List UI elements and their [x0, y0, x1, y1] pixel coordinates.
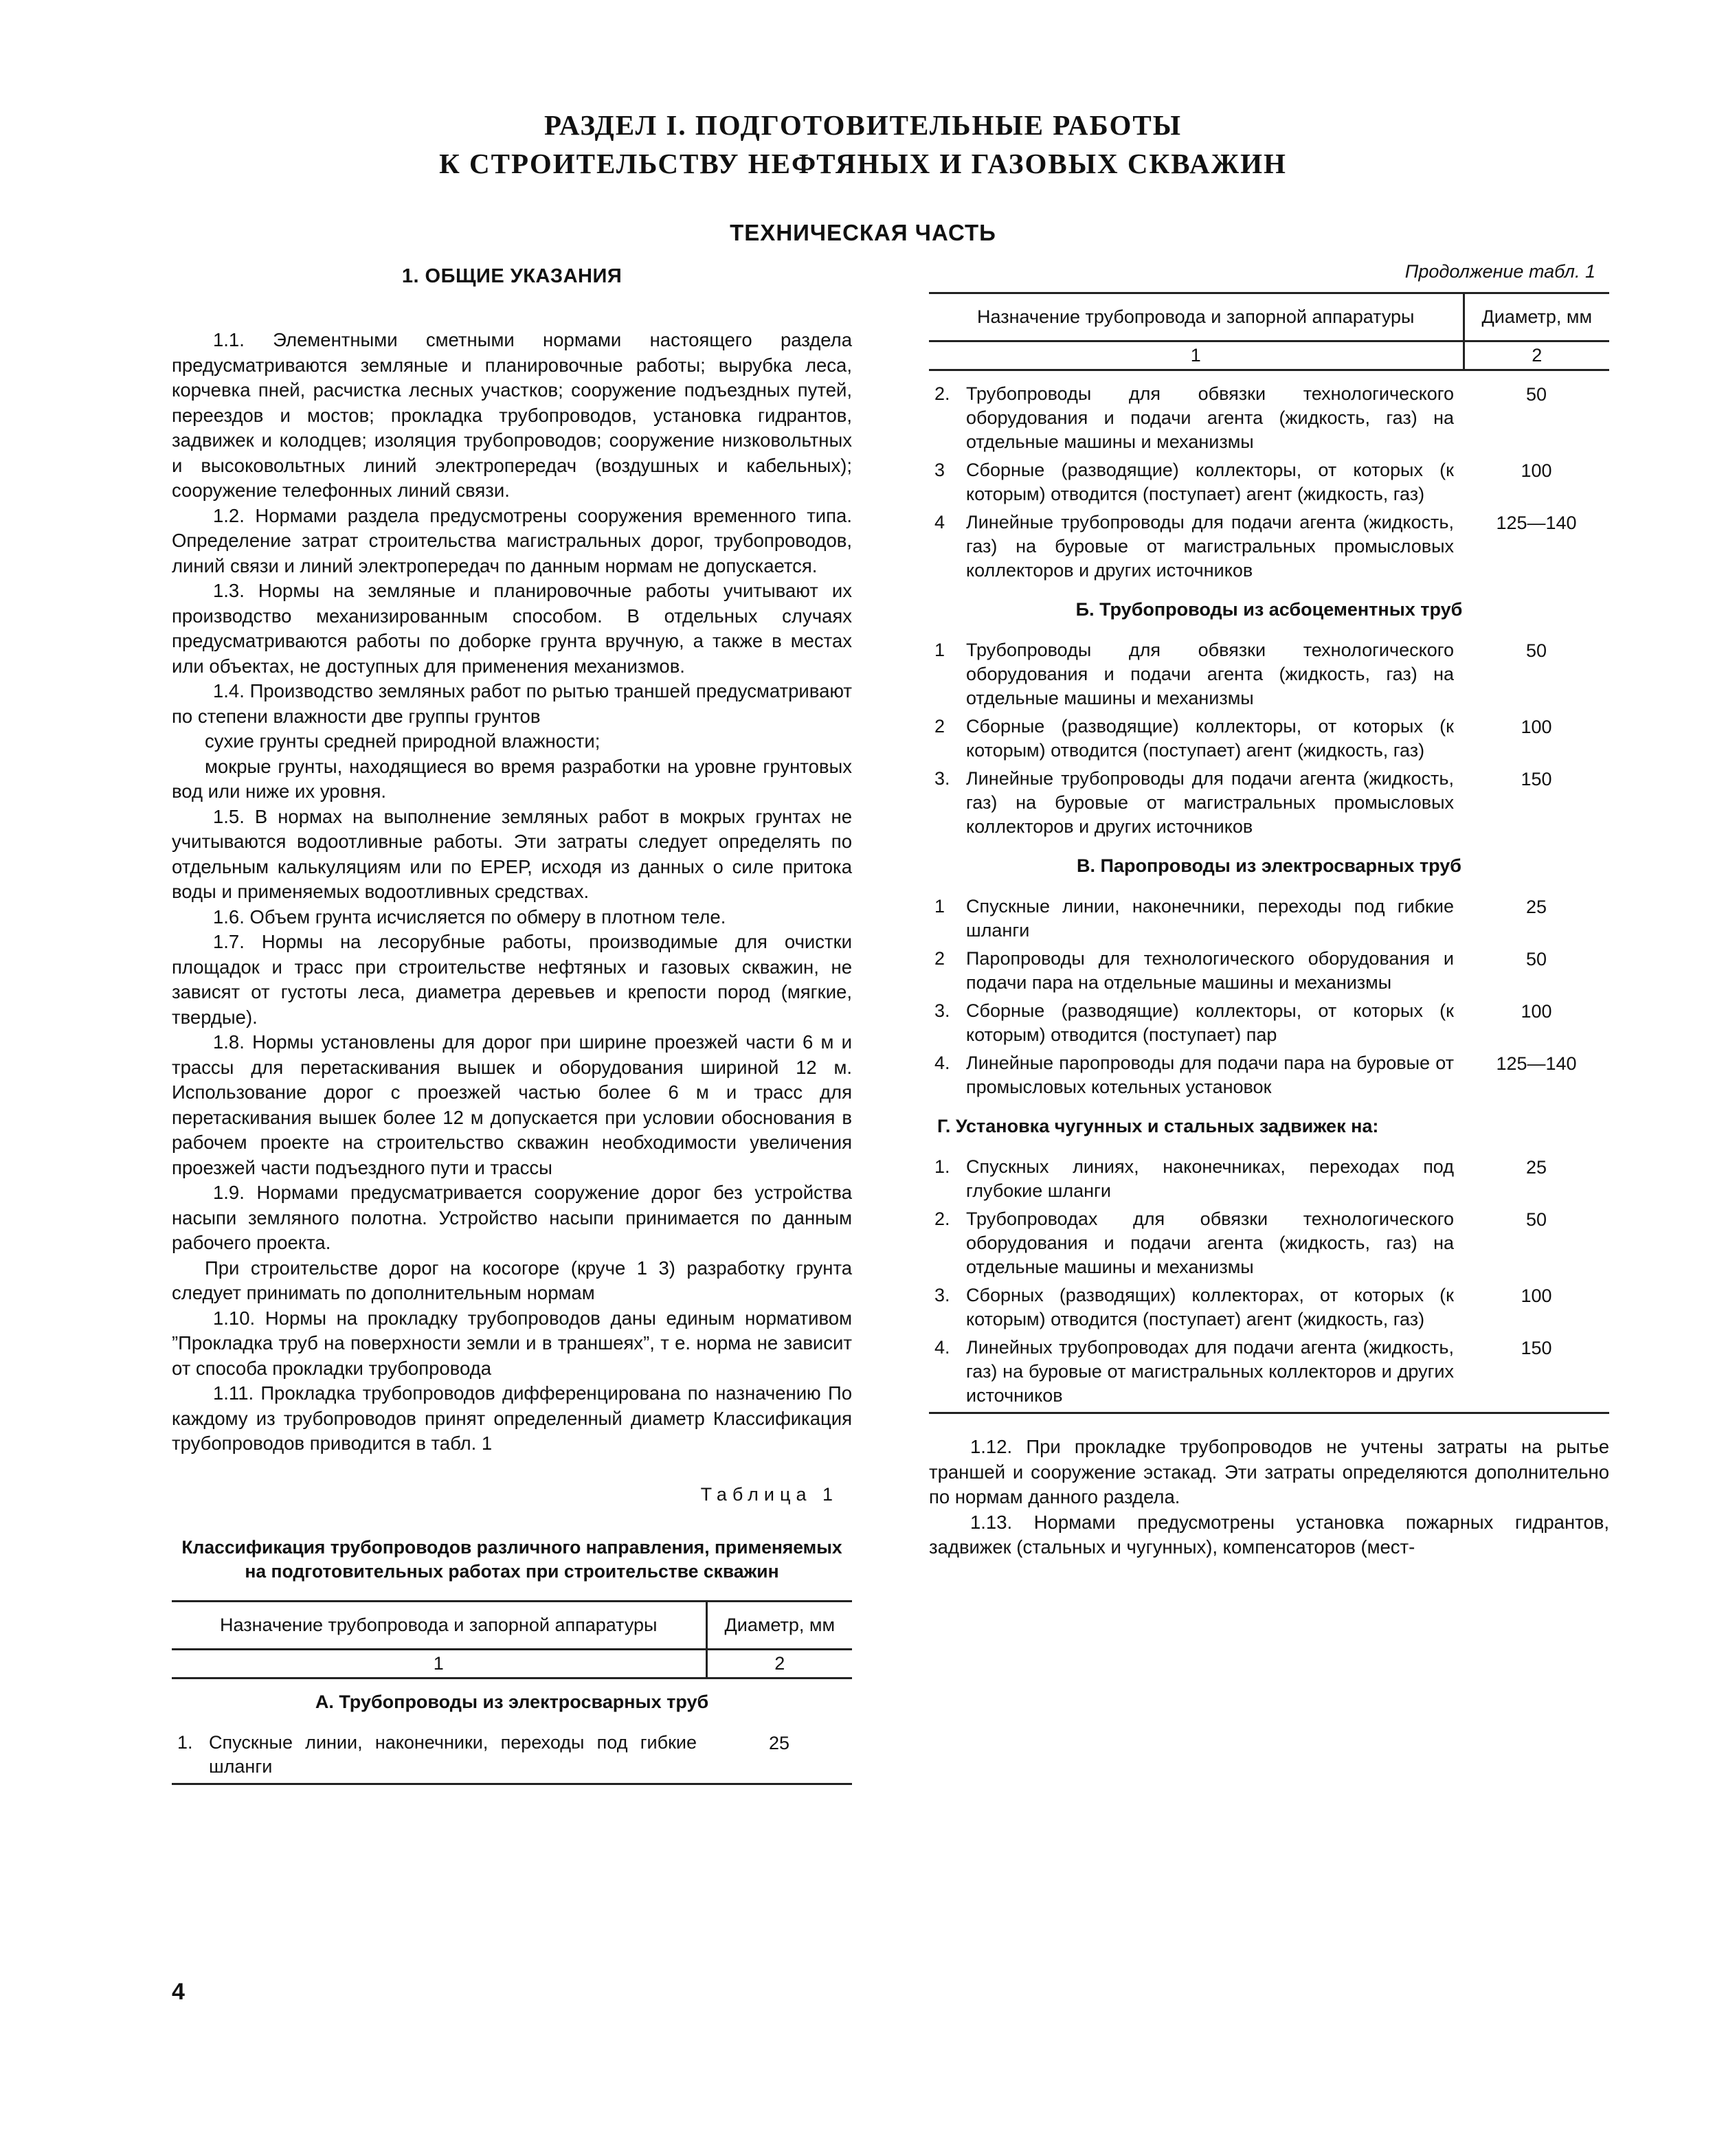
- row-number: 4.: [934, 1337, 950, 1358]
- row-purpose: Спускные линии, наконечники, переходы под гибкие шланги: [209, 1731, 697, 1777]
- row-purpose: Линейных трубопроводах для подачи агента (жидкость, газ) на буровые от магистральных коллекторов и других источников: [966, 1337, 1454, 1406]
- table-caption: Классификация трубопроводов различного направления, применяемых на подготовительных работах при строительстве скважин: [181, 1536, 842, 1582]
- row-purpose: Линейные паропроводы для подачи пара на буровые от промысловых котельных установок: [966, 1053, 1454, 1097]
- table-row: [929, 999, 1609, 1051]
- table-row: [929, 715, 1609, 767]
- row-diameter: 150: [1521, 769, 1552, 789]
- table-row: [929, 1051, 1609, 1103]
- row-diameter: 100: [1521, 1001, 1552, 1022]
- row-diameter: 100: [1521, 1285, 1552, 1306]
- row-number: 4.: [934, 1053, 950, 1073]
- row-diameter: 25: [1525, 1157, 1547, 1178]
- table-continuation-label: Продолжение табл. 1: [1404, 261, 1595, 282]
- row-number: 3.: [934, 1000, 950, 1021]
- page-number: 4: [172, 1979, 185, 2005]
- table-header-purpose: Назначение трубопровода и запорной аппаратуры: [977, 306, 1415, 327]
- table-label: Таблица 1: [700, 1483, 838, 1505]
- table-row: [929, 1336, 1609, 1413]
- row-purpose: Сборных (разводящих) коллекторах, от которых (к которым) отводится (поступает) агент (жидкость, газ): [966, 1285, 1454, 1329]
- row-diameter: 25: [768, 1732, 790, 1753]
- row-purpose: Сборные (разводящие) коллекторы, от которых (к которым) отводится (поступает) агент (жидкость, газ): [966, 716, 1454, 761]
- table-row: [929, 1283, 1609, 1336]
- paragraph-1-1: 1.1. Элементными сметными нормами настоящего раздела предусматриваются земляные и планировочные работы; вырубка леса, корчевка пней, расчистка лесных участков; сооружение подъездных путей, переездов и мостов; прокладка трубопроводов, установка гидрантов, задвижек и колодцев; изоляция трубопроводов; сооружение низковольтных и высоковольтных линий электропередач (воздушных и кабельных); сооружение телефонных линий связи.: [172, 329, 852, 501]
- section-title-line-2: К СТРОИТЕЛЬСТВУ НЕФТЯНЫХ И ГАЗОВЫХ СКВАЖИН: [439, 148, 1287, 179]
- row-purpose: Трубопроводы для обвязки технологического оборудования и подачи агента (жидкость, газ) на отдельные машины и механизмы: [966, 640, 1454, 708]
- row-purpose: Линейные трубопроводы для подачи агента (жидкость, газ) на буровые от магистральных промысловых коллекторов и других источников: [966, 512, 1454, 581]
- row-number: 3.: [934, 1285, 950, 1305]
- table-row: [929, 1207, 1609, 1283]
- row-number: 3.: [934, 768, 950, 789]
- table-header-diameter: Диаметр, мм: [1464, 293, 1609, 341]
- paragraph-1-9: 1.9. Нормами предусматривается сооружение дорог без устройства насыпи земляного полотна. Устройство насыпи принимается по данным рабочего проекта.: [172, 1182, 852, 1253]
- paragraph-slope: При строительстве дорог на косогоре (круче 1 3) разработку грунта следует принимать по дополнительным нормам: [172, 1257, 852, 1303]
- row-purpose: Линейные трубопроводы для подачи агента (жидкость, газ) на буровые от магистральных промысловых коллекторов и других источников: [966, 768, 1454, 837]
- right-column: [929, 261, 1609, 1560]
- paragraph-1-10: 1.10. Нормы на прокладку трубопроводов даны единым нормативом ”Прокладка труб на поверхности земли и в траншеях”, т е. норма не зависит от способа прокладки трубопровода: [172, 1307, 852, 1379]
- technical-part-heading: ТЕХНИЧЕСКАЯ ЧАСТЬ: [730, 220, 996, 245]
- row-number: 1: [934, 640, 945, 660]
- paragraph-1-5: 1.5. В нормах на выполнение земляных работ в мокрых грунтах не учитываются водоотливные работы. Эти затраты следует определять по отдельным калькуляциям или по ЕРЕР, исходя из данных о силе притока воды и применяемых водоотливных средствах.: [172, 805, 852, 902]
- row-number: 3: [934, 460, 945, 480]
- row-purpose: Сборные (разводящие) коллекторы, от которых (к которым) отводится (поступает) агент (жидкость, газ): [966, 460, 1454, 504]
- table-row: [929, 1155, 1609, 1207]
- row-diameter: 50: [1525, 640, 1547, 661]
- pipeline-table-part-2: [929, 292, 1609, 1414]
- row-diameter: 25: [1525, 897, 1547, 917]
- paragraph-1-12: 1.12. При прокладке трубопроводов не учтены затраты на рытье траншей и сооружение эстакад. Эти затраты определяются дополнительно по нормам данного раздела.: [929, 1436, 1609, 1507]
- row-number: 4: [934, 512, 945, 532]
- row-diameter: 50: [1525, 384, 1547, 405]
- paragraph-1-13: 1.13. Нормами предусмотрены установка пожарных гидрантов, задвижек (стальных и чугунных), компенсаторов (мест-: [929, 1511, 1609, 1558]
- row-purpose: Трубопроводы для обвязки технологического оборудования и подачи агента (жидкость, газ) на отдельные машины и механизмы: [966, 383, 1454, 452]
- row-number: 2: [934, 716, 945, 737]
- table-group-b-heading: Б. Трубопроводы из асбоцементных труб: [1075, 599, 1463, 620]
- paragraph-1-11: 1.11. Прокладка трубопроводов дифференцирована по назначению По каждому из трубопроводов принят определенный диаметр Классификация трубопроводов приводится в табл. 1: [172, 1382, 852, 1454]
- table-header-diameter: Диаметр, мм: [706, 1601, 852, 1649]
- paragraph-1-6: 1.6. Объем грунта исчисляется по обмеру в плотном теле.: [213, 906, 726, 928]
- table-group-v-heading: В. Паропроводы из электросварных труб: [1077, 855, 1461, 876]
- row-diameter: 100: [1521, 460, 1552, 481]
- row-diameter: 50: [1525, 949, 1547, 969]
- general-instructions-heading: 1. ОБЩИЕ УКАЗАНИЯ: [401, 265, 623, 287]
- row-number: 2: [934, 948, 945, 969]
- row-purpose: Сборные (разводящие) коллекторы, от которых (к которым) отводится (поступает) пар: [966, 1000, 1454, 1045]
- row-purpose: Спускных линиях, наконечниках, переходах под глубокие шланги: [966, 1156, 1454, 1201]
- paragraph-1-8: 1.8. Нормы установлены для дорог при ширине проезжей части 6 м и трассы для перетаскивания вышек и оборудования шириной 12 м. Использование дорог с проезжей частью более 6 м и трасс для перетаскивания вышек более 12 м допускается при условии обоснования в рабочем проекте на строительство скважин необходимости увеличения проезжей части подъездного пути и трассы: [172, 1031, 852, 1178]
- row-diameter: 125—140: [1496, 1053, 1577, 1074]
- row-diameter: 50: [1525, 1209, 1547, 1230]
- table-col-number-1: 1: [433, 1652, 444, 1674]
- row-number: 1: [934, 896, 945, 917]
- paragraph-1-2: 1.2. Нормами раздела предусмотрены сооружения временного типа. Определение затрат строительства магистральных дорог, трубопроводов, линий связи и линий электропередач по данным нормам не допускается.: [172, 504, 852, 576]
- table-row: [929, 510, 1609, 587]
- row-diameter: 100: [1521, 717, 1552, 737]
- table-row: [929, 895, 1609, 947]
- row-number: 2.: [934, 1209, 950, 1229]
- table-col-number-2: 2: [706, 1649, 852, 1678]
- row-diameter: 125—140: [1496, 513, 1577, 533]
- table-row: [929, 947, 1609, 999]
- paragraph-1-4: 1.4. Производство земляных работ по рытью траншей предусматривают по степени влажности две группы грунтов: [172, 680, 852, 727]
- paragraph-1-3: 1.3. Нормы на земляные и планировочные работы учитывают их производство механизированным способом. В отдельных случаях предусматриваются работы по доборке грунта вручную, а также в местах или объектах, не доступных для применения механизмов.: [172, 580, 852, 677]
- row-number: 2.: [934, 383, 950, 404]
- row-purpose: Спускные линии, наконечники, переходы под гибкие шланги: [966, 896, 1454, 941]
- row-purpose: Трубопроводах для обвязки технологического оборудования и подачи агента (жидкость, газ) на отдельные машины и механизмы: [966, 1209, 1454, 1277]
- paragraph-wet-soils: мокрые грунты, находящиеся во время разработки на уровне грунтовых вод или ниже их уровня.: [172, 755, 852, 802]
- table-row: [929, 638, 1609, 715]
- table-row: [929, 382, 1609, 458]
- paragraph-1-7: 1.7. Нормы на лесорубные работы, производимые для очистки площадок и трасс при строительстве нефтяных и газовых скважин, не зависят от густоты леса, диаметра деревьев и крепости пород (мягкие, твердые).: [172, 931, 852, 1028]
- row-number: 1.: [934, 1156, 950, 1177]
- paragraph-dry-soils: сухие грунты средней природной влажности;: [205, 730, 601, 752]
- table-group-g-heading: Г. Установка чугунных и стальных задвижек на:: [937, 1116, 1379, 1136]
- row-diameter: 150: [1521, 1338, 1552, 1358]
- table-row: [929, 458, 1609, 510]
- row-number: 1.: [177, 1731, 193, 1753]
- table-col-number-2: 2: [1464, 341, 1609, 370]
- row-purpose: Паропроводы для технологического оборудования и подачи пара на отдельные машины и механизмы: [966, 948, 1454, 993]
- table-header-purpose: Назначение трубопровода и запорной аппаратуры: [220, 1614, 658, 1635]
- left-column: [172, 261, 852, 1785]
- pipeline-table-part-1: [172, 1600, 852, 1785]
- table-col-number-1: 1: [1190, 345, 1201, 366]
- table-row: [172, 1731, 852, 1784]
- table-group-a-heading: А. Трубопроводы из электросварных труб: [315, 1691, 709, 1712]
- section-title-line-1: РАЗДЕЛ I. ПОДГОТОВИТЕЛЬНЫЕ РАБОТЫ: [544, 109, 1182, 141]
- table-row: [929, 767, 1609, 843]
